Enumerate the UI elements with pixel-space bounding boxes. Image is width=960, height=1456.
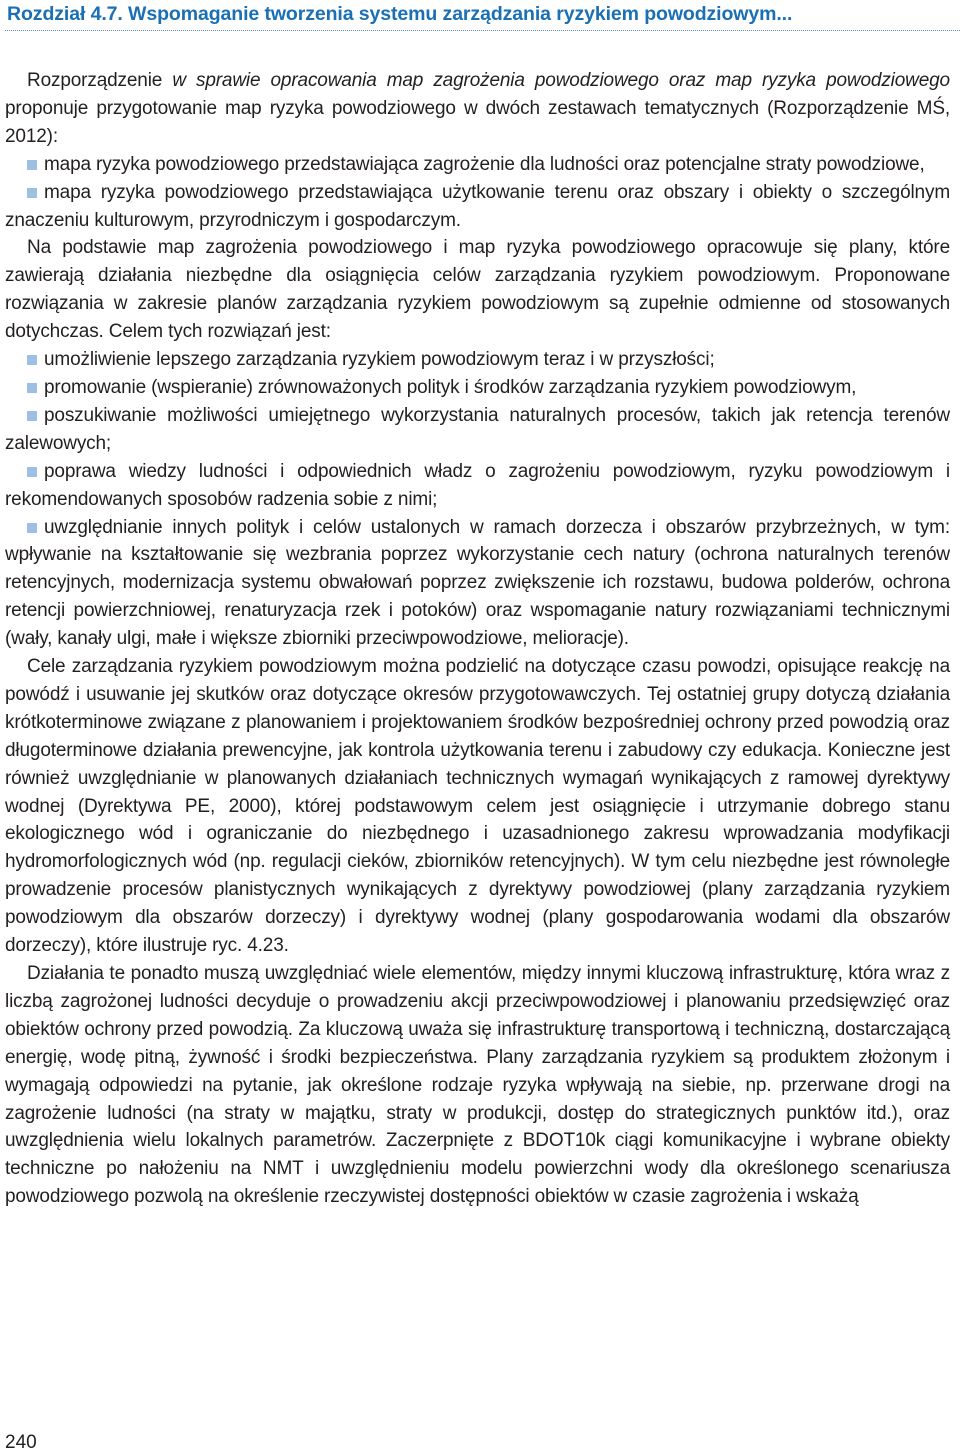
page-header: [5, 0, 960, 34]
intro-paragraph: [5, 67, 950, 151]
chapter-title: Rozdział 4.7. Wspomaganie tworzenia systemu zarządzania ryzykiem powodziowym...: [7, 3, 793, 25]
list-item: poprawa wiedzy ludności i odpowiednich władz o zagrożeniu powodziowym, ryzyku powodziowym i rekomendowanych sposobów radzenia sobie z nimi;: [5, 458, 950, 514]
page-number: 240: [5, 1432, 37, 1453]
list-item: mapa ryzyka powodziowego przedstawiająca zagrożenie dla ludności oraz potencjalne straty powodziowe,: [5, 151, 950, 179]
regulation-title: w sprawie opracowania map zagrożenia powodziowego oraz map ryzyka powodziowego: [172, 70, 950, 91]
goals-paragraph: Cele zarządzania ryzykiem powodziowym można podzielić na dotyczące czasu powodzi, opisujące reakcję na powódź i usuwanie jej skutków oraz dotyczące okresów przygotowawczych. Tej ostatniej grupy dotyczą działania krótkoterminowe związane z planowaniem i projektowaniem środków bezpośredniej ochrony przed powodzią oraz długoterminowe działania prewencyjne, jak kontrola użytkowania terenu i zabudowy czy edukacja. Konieczne jest również uwzględnianie w planowanych działaniach technicznych wymagań wynikających z ramowej dyrektywy wodnej (Dyrektywa PE, 2000), której podstawowym celem jest osiągnięcie i utrzymanie dobrego stanu ekologicznego wód i ograniczanie do niezbędnego i uzasadnionego zakresu wprowadzania modyfikacji hydromorfologicznych wód (np. regulacji cieków, zbiorników retencyjnych). W tym celu niezbędne jest równoległe prowadzenie procesów planistycznych wynikających z dyrektywy powodziowej (plany zarządzania ryzykiem powodziowym dla obszarów dorzeczy) i dyrektywy wodnej (plany gospodarowania wodami dla obszarów dorzeczy), które ilustruje ryc. 4.23.: [5, 656, 950, 957]
list-item: mapa ryzyka powodziowego przedstawiająca użytkowanie terenu oraz obszary i obiekty o szczególnym znaczeniu kulturowym, przyrodniczym i gospodarczym.: [5, 179, 950, 235]
header-divider: [5, 30, 960, 34]
infrastructure-paragraph: Działania te ponadto muszą uwzględniać wiele elementów, między innymi kluczową infrastrukturę, która wraz z liczbą zagrożonej ludności decyduje o prowadzeniu akcji przeciwpowodziowej i planowaniu przedsięwzięć oraz obiektów ochrony przed powodzią. Za kluczową uważa się infrastrukturę transportową i techniczną, dostarczającą energię, wodę pitną, żywność i środki bezpieczeństwa. Plany zarządzania ryzykiem są produktem złożonym i wymagają odpowiedzi na pytanie, jak określone rodzaje ryzyka wpływają na siebie, np. przerwane drogi na zagrożenie ludności (na straty w majątku, straty w produkcji, dostęp do strategicznych punktów itd.), oraz uwzględnienia wielu lokalnych parametrów. Zaczerpnięte z BDOT10k ciągi komunikacyjne i wybrane obiekty techniczne po nałożeniu na NMT i uwzględnieniu modelu powierzchni wody dla określonego scenariusza powodziowego pozwolą na określenie rzeczywistej dostępności obiektów w czasie zagrożenia i wskażą: [5, 963, 950, 1208]
intro-text-start: Rozporządzenie: [27, 70, 173, 91]
intro-text-end: proponuje przygotowanie map ryzyka powodziowego w dwóch zestawach tematycznych (Rozporządzenie MŚ, 2012):: [5, 97, 950, 147]
list-item: uwzględnianie innych polityk i celów ustalonych w ramach dorzecza i obszarów przybrzeżnych, w tym: wpływanie na kształtowanie się wezbrania poprzez wykorzystanie cech natury (ochrona naturalnych terenów retencyjnych, modernizacja systemu obwałowań poprzez zwiększenie ich rozstawu, budowa polderów, ochrona retencji powierzchniowej, renaturyzacja rzek i potoków) oraz wspomaganie natury rozwiązaniami technicznymi (wały, kanały ulgi, małe i większe zbiorniki przeciwpowodziowe, melioracje).: [5, 514, 950, 654]
list-item: promowanie (wspieranie) zrównoważonych polityk i środków zarządzania ryzykiem powodziowym,: [5, 374, 950, 402]
plans-paragraph: Na podstawie map zagrożenia powodziowego i map ryzyka powodziowego opracowuje się plany, które zawierają działania niezbędne dla osiągnięcia celów zarządzania ryzykiem powodziowym. Proponowane rozwiązania w zakresie planów zarządzania ryzykiem powodziowym są zupełnie odmienne od stosowanych dotychczas. Celem tych rozwiązań jest:: [5, 237, 950, 343]
document-body: [5, 67, 950, 1211]
list-item: umożliwienie lepszego zarządzania ryzykiem powodziowym teraz i w przyszłości;: [5, 346, 950, 374]
list-item: poszukiwanie możliwości umiejętnego wykorzystania naturalnych procesów, takich jak retencja terenów zalewowych;: [5, 402, 950, 458]
